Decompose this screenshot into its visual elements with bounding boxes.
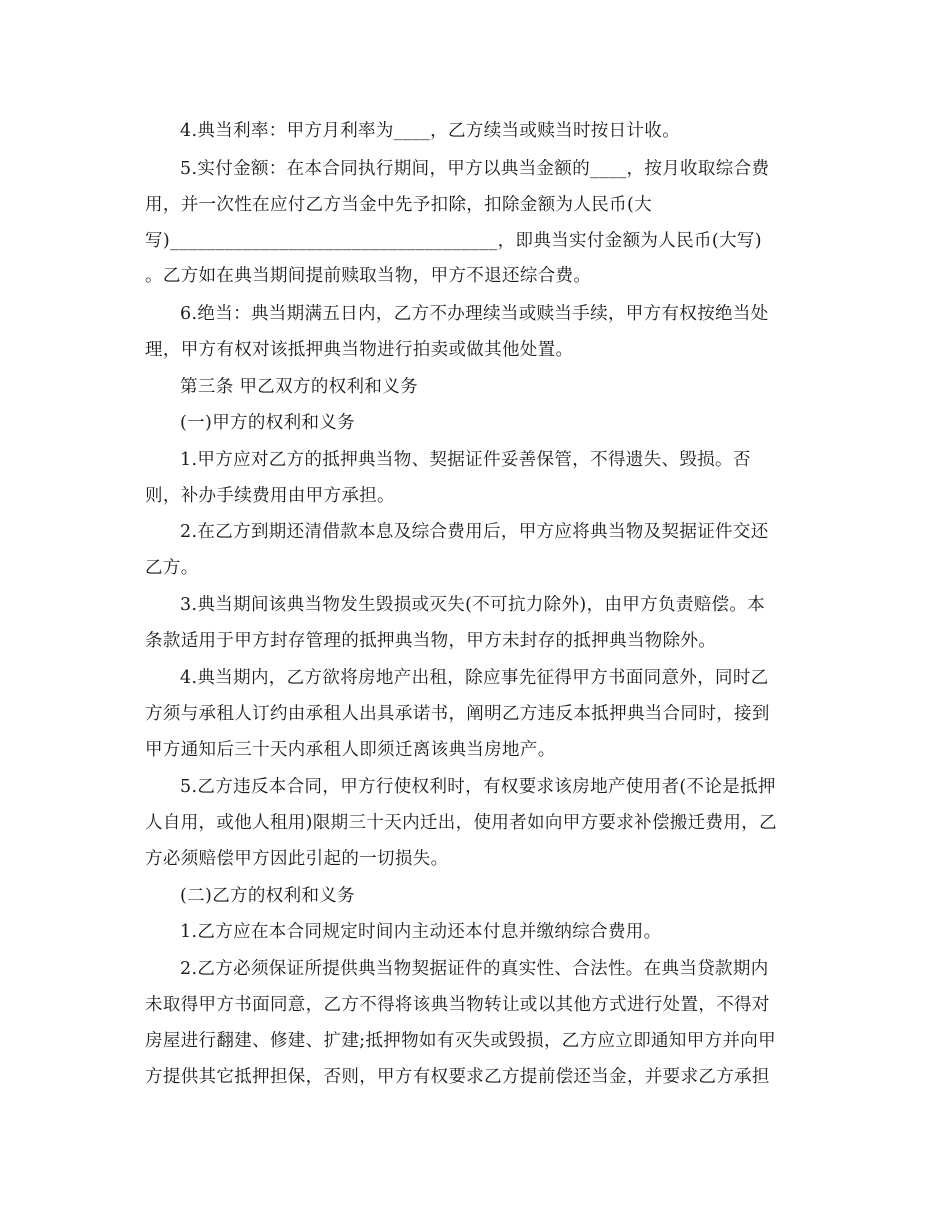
paragraph-line: 则，补办手续费用由甲方承担。 bbox=[145, 486, 395, 506]
paragraph-line: 4.典当利率：甲方月利率为____，乙方续当或赎当时按日计收。 bbox=[180, 121, 681, 141]
paragraph-line: 乙方。 bbox=[145, 558, 199, 578]
paragraph-line: 2.乙方必须保证所提供典当物契据证件的真实性、合法性。在典当贷款期内 bbox=[180, 959, 769, 979]
paragraph-line: 5.实付金额：在本合同执行期间，甲方以典当金额的____，按月收取综合费 bbox=[180, 159, 770, 179]
paragraph-line: 2.在乙方到期还清借款本息及综合费用后，甲方应将典当物及契据证件交还 bbox=[180, 522, 769, 542]
paragraph-line: 甲方通知后三十天内承租人即须迁离该典当房地产。 bbox=[145, 740, 556, 760]
paragraph-line: 1.乙方应在本合同规定时间内主动还本付息并缴纳综合费用。 bbox=[180, 922, 662, 942]
paragraph-line: 方提供其它抵押担保，否则，甲方有权要求乙方提前偿还当金，并要求乙方承担 bbox=[145, 1067, 770, 1087]
paragraph-line: 人自用，或他人租用)限期三十天内迁出，使用者如向甲方要求补偿搬迁费用，乙 bbox=[145, 813, 777, 833]
paragraph-line: 。乙方如在典当期间提前赎取当物，甲方不退还综合费。 bbox=[145, 266, 592, 286]
paragraph-line: 方必须赔偿甲方因此引起的一切损失。 bbox=[145, 849, 449, 869]
subsection-heading: (一)甲方的权利和义务 bbox=[180, 413, 356, 433]
subsection-heading: (二)乙方的权利和义务 bbox=[180, 886, 356, 906]
paragraph-line: 理，甲方有权对该抵押典当物进行拍卖或做其他处置。 bbox=[145, 340, 574, 360]
paragraph-line: 条款适用于甲方封存管理的抵押典当物，甲方未封存的抵押典当物除外。 bbox=[145, 631, 717, 651]
section-heading: 第三条 甲乙双方的权利和义务 bbox=[180, 377, 418, 397]
paragraph-line: 3.典当期间该典当物发生毁损或灭失(不可抗力除外)，由甲方负责赔偿。本 bbox=[180, 595, 766, 615]
paragraph-line: 5.乙方违反本合同，甲方行使权利时，有权要求该房地产使用者(不论是抵押 bbox=[180, 777, 776, 797]
paragraph-line: 用，并一次性在应付乙方当金中先予扣除，扣除金额为人民币(大 bbox=[145, 195, 652, 215]
paragraph-line: 写)____________________________________，即典当实付金额为人民币(大写) bbox=[145, 231, 762, 251]
paragraph-line: 1.甲方应对乙方的抵押典当物、契据证件妥善保管，不得遗失、毁损。否 bbox=[180, 450, 751, 470]
paragraph-line: 4.典当期内，乙方欲将房地产出租，除应事先征得甲方书面同意外，同时乙 bbox=[180, 668, 769, 688]
paragraph-line: 未取得甲方书面同意，乙方不得将该典当物转让或以其他方式进行处置，不得对 bbox=[145, 995, 770, 1015]
paragraph-line: 方须与承租人订约由承租人出具承诺书，阐明乙方违反本抵押典当合同时，接到 bbox=[145, 704, 770, 724]
paragraph-line: 房屋进行翻建、修建、扩建;抵押物如有灭失或毁损，乙方应立即通知甲方并向甲 bbox=[145, 1031, 776, 1051]
paragraph-line: 6.绝当：典当期满五日内，乙方不办理续当或赎当手续，甲方有权按绝当处 bbox=[180, 304, 769, 324]
